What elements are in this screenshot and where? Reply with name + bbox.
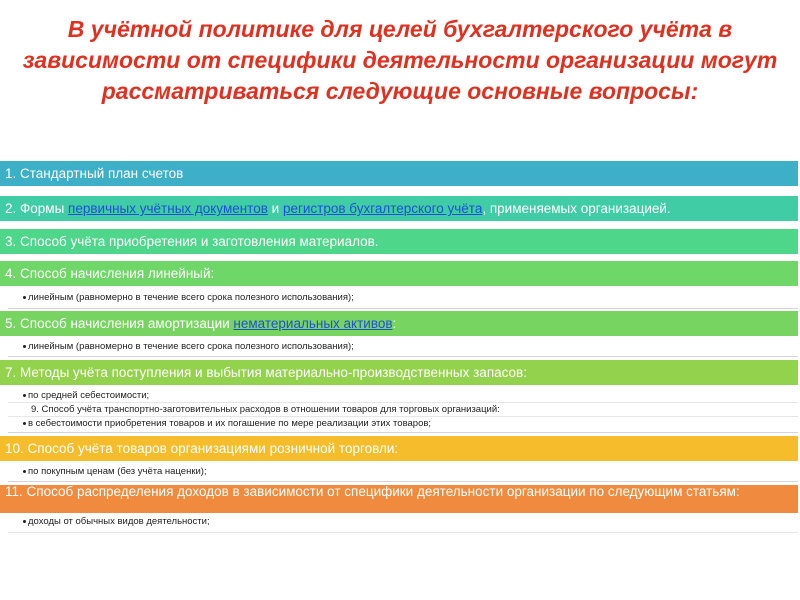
item-4-text: 4. Способ начисления линейный: xyxy=(5,266,215,281)
divider xyxy=(8,308,798,309)
item-1-text: 1. Стандартный план счетов xyxy=(5,166,184,181)
item-5-suffix: : xyxy=(392,316,397,331)
bullet-icon xyxy=(23,345,26,348)
item-7-sub-2: 9. Способ учёта транспортно-заготовительных расходов в отношении товаров для торговых организаций: xyxy=(31,404,500,415)
divider xyxy=(8,416,798,417)
item-11-bar xyxy=(0,485,798,513)
bullet-icon xyxy=(23,394,26,397)
divider xyxy=(8,532,798,533)
item-7-bar xyxy=(0,360,798,385)
item-10-sub: по покупным ценам (без учёта наценки); xyxy=(23,466,207,477)
item-1-bar xyxy=(0,161,798,186)
item-2-suffix: , применяемых организацией. xyxy=(482,201,671,216)
divider xyxy=(8,402,798,403)
divider xyxy=(8,356,798,357)
bullet-icon xyxy=(23,296,26,299)
item-2-prefix: 2. Формы xyxy=(5,201,69,216)
intangible-assets-link[interactable]: нематериальных активов xyxy=(233,316,393,331)
item-7-text: 7. Методы учёта поступления и выбытия материально-производственных запасов: xyxy=(5,365,527,380)
item-5-bar xyxy=(0,311,798,336)
item-11-sub: доходы от обычных видов деятельности; xyxy=(23,516,210,527)
item-10-bar xyxy=(0,436,798,461)
item-3-bar xyxy=(0,229,798,254)
divider xyxy=(8,481,798,482)
bullet-icon xyxy=(23,470,26,473)
bullet-icon xyxy=(23,520,26,523)
page-title: В учётной политике для целей бухгалтерского учёта в зависимости от специфики деятельности организации могут рассматриваться следующие основные вопросы: xyxy=(22,16,778,104)
item-4-sub: линейным (равномерно в течение всего срока полезного использования); xyxy=(23,292,354,303)
item-5-sub: линейным (равномерно в течение всего срока полезного использования); xyxy=(23,341,354,352)
item-2-mid: и xyxy=(267,201,283,216)
item-7-sub-3: в себестоимости приобретения товаров и их погашение по мере реализации этих товаров; xyxy=(23,418,431,429)
item-2-bar xyxy=(0,196,798,221)
item-10-text: 10. Способ учёта товаров организациями розничной торговли: xyxy=(5,441,399,456)
item-11-text: 11. Способ распределения доходов в зависимости от специфики деятельности организации по следующим статьям: xyxy=(5,485,740,499)
item-5-prefix: 5. Способ начисления амортизации xyxy=(5,316,234,331)
accounting-registers-link[interactable]: регистров бухгалтерского учёта xyxy=(282,201,483,216)
divider xyxy=(8,432,798,433)
item-7-sub-1: по средней себестоимости; xyxy=(23,390,149,401)
bullet-icon xyxy=(23,422,26,425)
item-4-bar xyxy=(0,261,798,286)
primary-documents-link[interactable]: первичных учётных документов xyxy=(68,201,268,216)
item-3-text: 3. Способ учёта приобретения и заготовления материалов. xyxy=(5,234,379,249)
